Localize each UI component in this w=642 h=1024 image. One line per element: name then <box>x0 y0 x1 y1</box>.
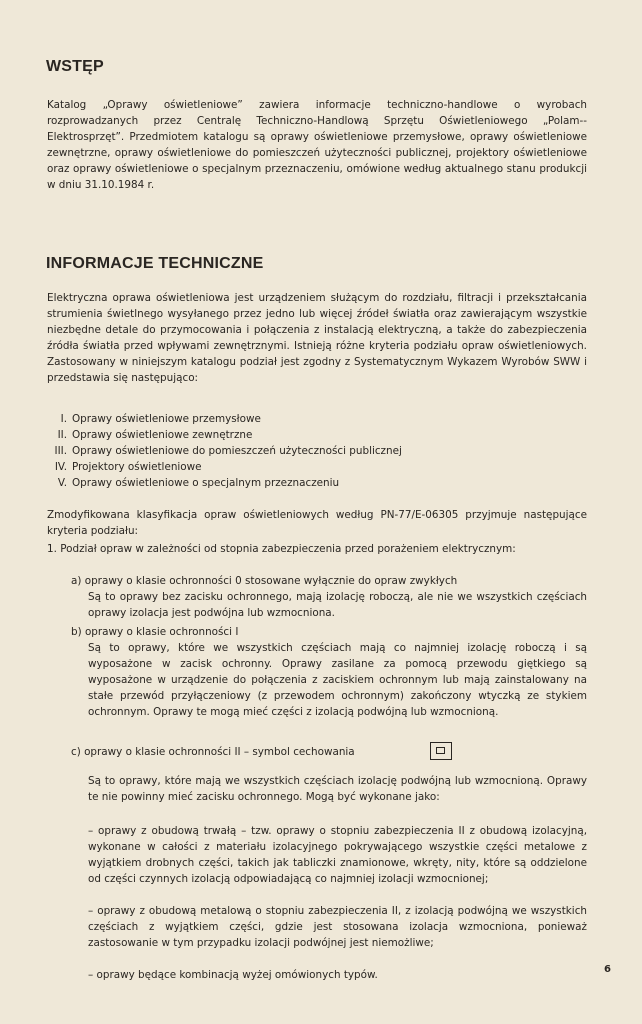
class-0-title: a) oprawy o klasie ochronności 0 stosowane wyłącznie do opraw zwykłych <box>71 575 458 587</box>
category-number: I. <box>60 413 67 425</box>
category-number: IV. <box>54 461 67 473</box>
double-insulation-symbol-icon <box>430 742 452 760</box>
variant-item: – oprawy z obudową metalową o stopniu zabezpieczenia II, z izolacją podwójną we wszystkich częściach z wyjątkiem części, gdzie jest stosowana izolacja wzmocniona, ponieważ zastosowanie w tym przypadku izolacji podwójnej jest niemożliwe; <box>88 905 587 949</box>
category-label: Oprawy oświetleniowe o specjalnym przeznaczeniu <box>72 477 340 489</box>
category-number: II. <box>57 429 67 441</box>
category-item <box>53 443 402 459</box>
class-1-text: Są to oprawy, które we wszystkich częściach mają co najmniej izolację roboczą i są wyposażone w zacisk ochronny. Oprawy zasilane za pomocą przewodu giętkiego są wyposażone w urządzenie do połączenia z zaciskiem ochronnym lub mają zainstalowany na stałe przewód przyłączeniowy (z przewodem ochronnym) zakończony wtyczką ze stykiem ochronnym. Oprawy te mogą mieć części z izolacją podwójną lub wzmocnioną. <box>88 642 587 718</box>
variant-item: – oprawy będące kombinacją wyżej omówionych typów. <box>88 969 378 981</box>
category-number: III. <box>54 445 67 457</box>
class-0-text: Są to oprawy bez zacisku ochronnego, mają izolację roboczą, ale nie we wszystkich częściach oprawy izolacja jest podwójna lub wzmocniona. <box>88 591 587 619</box>
category-label: Oprawy oświetleniowe do pomieszczeń użyteczności publicznej <box>72 445 402 457</box>
variant-item: – oprawy z obudową trwałą – tzw. oprawy o stopniu zabezpieczenia II z obudową izolacyjną, wykonane w całości z materiału izolacyjnego pokrywającego wszystkie części metalowe z wyjątkiem drobnych części, takich jak tabliczki znamionowe, wkręty, nity, które są oddzielone od części czynnych izolacją odpowiadającą co najmniej izolacji wzmocnionej; <box>88 825 587 885</box>
category-item <box>53 427 252 443</box>
class-1-title: b) oprawy o klasie ochronności I <box>71 626 239 638</box>
category-label: Oprawy oświetleniowe przemysłowe <box>72 413 261 425</box>
category-number: V. <box>57 477 67 489</box>
intro-heading: WSTĘP <box>46 58 104 75</box>
technical-info-heading: INFORMACJE TECHNICZNE <box>46 255 264 272</box>
criterion-1: 1. Podział opraw w zależności od stopnia zabezpieczenia przed porażeniem elektrycznym: <box>47 543 516 555</box>
category-item <box>53 459 202 475</box>
class-2-title: c) oprawy o klasie ochronności II – symbol cechowania <box>71 746 355 758</box>
technical-info-paragraph: Elektryczna oprawa oświetleniowa jest urządzeniem służącym do rozdziału, filtracji i przekształcania strumienia świetlnego wysyłanego przez jedno lub więcej źródeł światła oraz zawierającym wszystkie niezbędne detale do przymocowania i połączenia z instalacją elektryczną, a także do zabezpieczenia źródła światła przed wpływami zewnętrznymi. Istnieją różne kryteria podziału opraw oświetleniowych. Zastosowany w niniejszym katalogu podział jest zgodny z Systematycznym Wykazem Wyrobów SWW i przedstawia się następująco: <box>47 292 587 384</box>
intro-paragraph: Katalog „Oprawy oświetleniowe” zawiera informacje techniczno-handlowe o wyrobach rozprowadzanych przez Centralę Techniczno-Handlową Sprzętu Oświetleniowego „Polam--Elektrosprzęt”. Przedmiotem katalogu są oprawy oświetleniowe przemysłowe, oprawy oświetleniowe zewnętrzne, oprawy oświetleniowe do pomieszczeń użyteczności publicznej, projektory oświetleniowe oraz oprawy oświetleniowe o specjalnym przeznaczeniu, omówione według aktualnego stanu produkcji w dniu 31.10.1984 r. <box>47 99 587 191</box>
category-item <box>53 411 261 427</box>
category-label: Projektory oświetleniowe <box>72 461 202 473</box>
page-number: 6 <box>604 964 611 975</box>
category-label: Oprawy oświetleniowe zewnętrzne <box>72 429 253 441</box>
category-item <box>53 475 339 491</box>
class-2-text: Są to oprawy, które mają we wszystkich częściach izolację podwójną lub wzmocnioną. Oprawy te nie powinny mieć zacisku ochronnego. Mogą być wykonane jako: <box>88 775 587 803</box>
classification-intro: Zmodyfikowana klasyfikacja opraw oświetleniowych według PN-77/E-06305 przyjmuje następujące kryteria podziału: <box>47 509 587 537</box>
